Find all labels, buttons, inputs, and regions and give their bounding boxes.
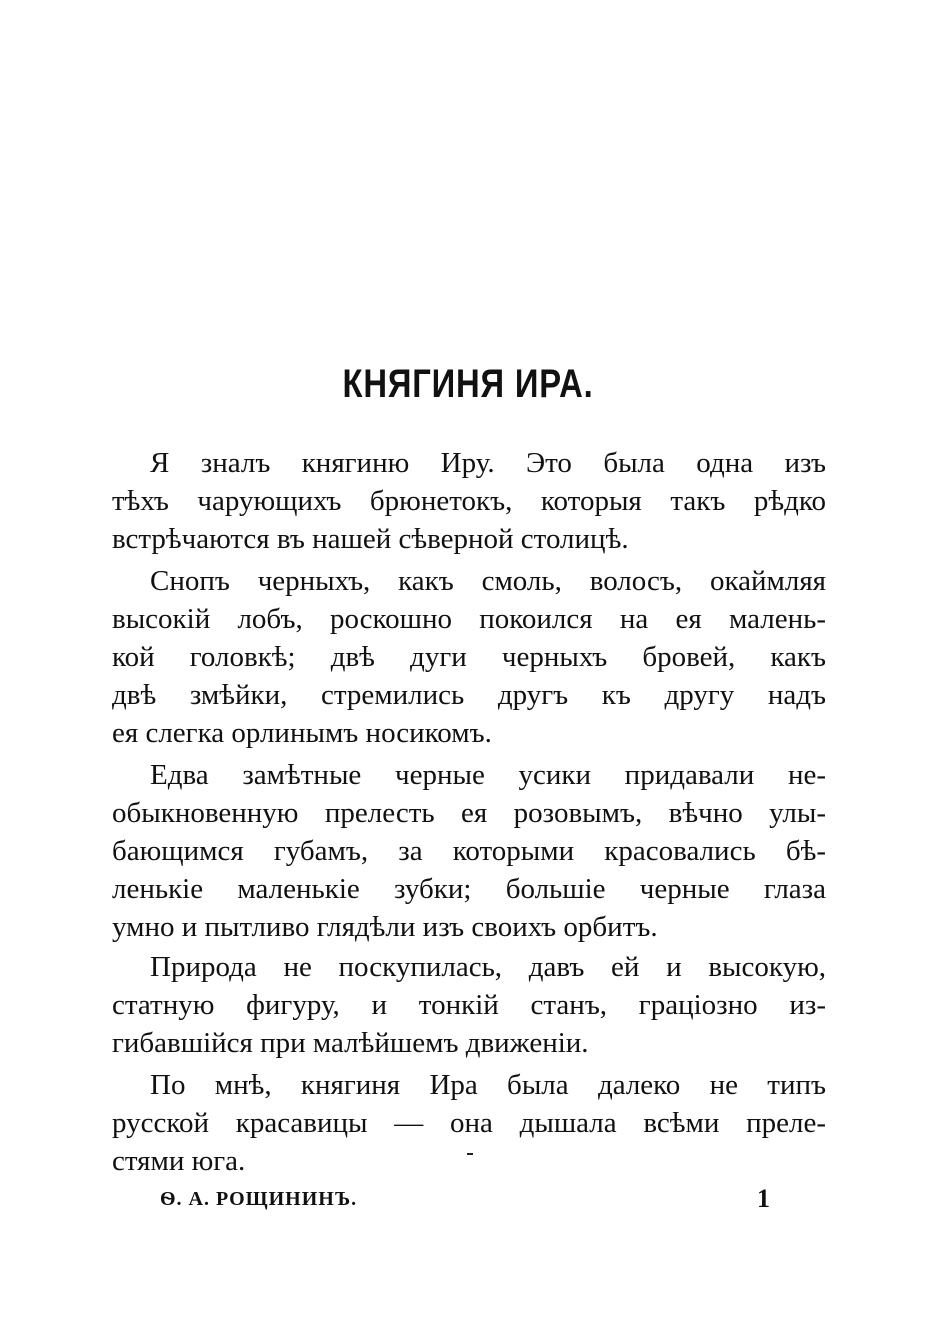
text-line: ленькіе маленькіе зубки; большіе черные глаза: [112, 873, 826, 905]
text-line: встрѣчаются въ нашей сѣверной столицѣ.: [112, 523, 629, 555]
text-line: Я зналъ княгиню Иру. Это была одна изъ: [150, 447, 826, 479]
paragraph-4: [112, 948, 826, 1062]
text-line: Едва замѣтные черные усики придавали не-: [150, 759, 826, 791]
text-line: По мнѣ, княгиня Ира была далеко не типъ: [150, 1069, 826, 1101]
text-line: умно и пытливо глядѣли изъ своихъ орбитъ.: [112, 911, 658, 943]
text-line: ея слегка орлинымъ носикомъ.: [112, 717, 492, 749]
text-line: двѣ змѣйки, стремились другъ къ другу надъ: [112, 679, 826, 711]
text-line: стями юга.: [112, 1145, 246, 1177]
chapter-title: КНЯГИНЯ ИРА.: [342, 362, 594, 406]
paragraph-2: [112, 562, 826, 752]
text-line: русской красавицы — она дышала всѣми преле-: [112, 1107, 826, 1139]
paragraph-5: [112, 1066, 826, 1180]
text-line: высокій лобъ, роскошно покоился на ея малень-: [112, 603, 826, 635]
text-line: бающимся губамъ, за которыми красовались бѣ-: [112, 835, 826, 867]
text-line: кой головкѣ; двѣ дуги черныхъ бровей, какъ: [112, 641, 826, 673]
ink-speck: [467, 1153, 473, 1155]
text-line: Природа не поскупилась, давъ ей и высокую,: [150, 951, 826, 983]
text-line: обыкновенную прелесть ея розовымъ, вѣчно улы-: [112, 797, 826, 829]
printer-signature: Ѳ. А. РОЩИНИНЪ.: [160, 1188, 358, 1210]
text-line: тѣхъ чарующихъ брюнетокъ, которыя такъ рѣдко: [112, 485, 826, 517]
text-line: гибавшійся при малѣйшемъ движеніи.: [112, 1027, 589, 1059]
text-line: Снопъ черныхъ, какъ смоль, волосъ, окаймляя: [150, 565, 826, 597]
text-line: статную фигуру, и тонкій станъ, граціозно из-: [112, 989, 826, 1021]
paragraph-3: [112, 756, 826, 946]
page-number: 1: [757, 1184, 770, 1213]
paragraph-1: [112, 444, 826, 558]
